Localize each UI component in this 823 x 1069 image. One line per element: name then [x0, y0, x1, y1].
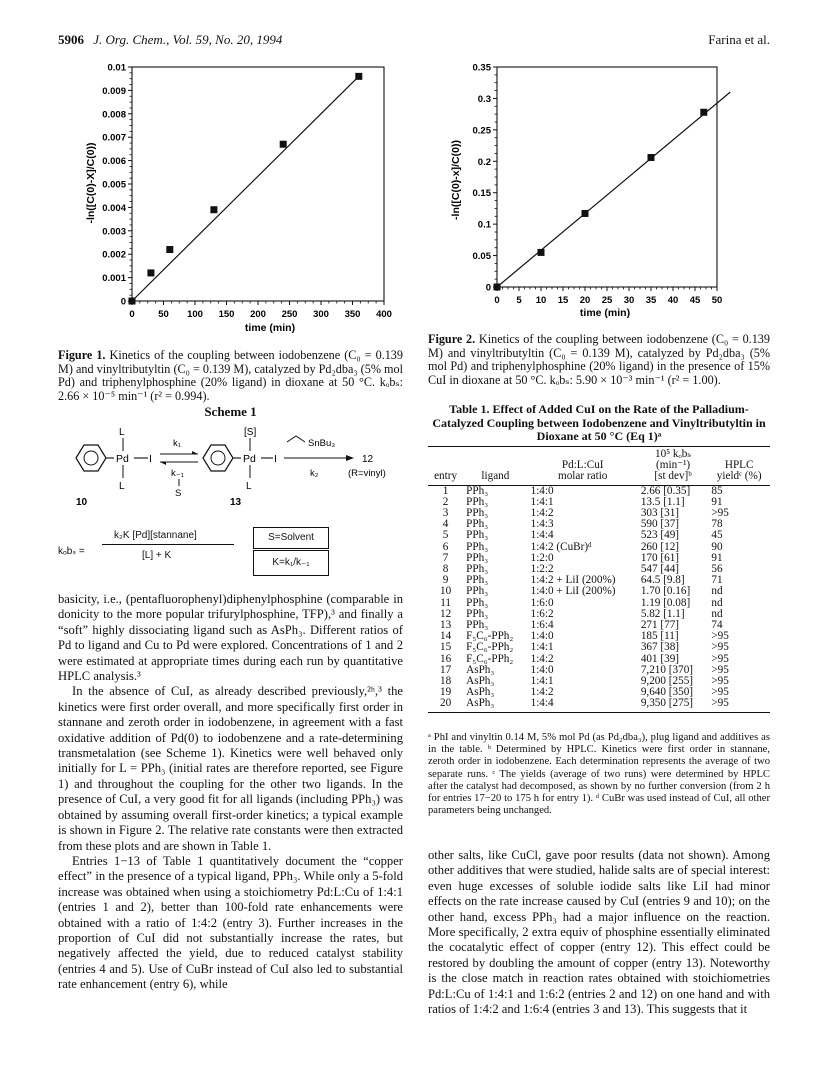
body-paragraph: In the absence of CuI, as already described previously,²ʰ,³ the kinetics were first order overall, and more specifically first order in stannane and zeroth order in iodobenzene, in agreement with a fast oxidative addition of Pd(0) to iodobenzene and a rate-determining transmetalation (see Scheme 1). Kinetics were well behaved only initially for L = PPh₃ (initial rates are therefore reported, see Figure 1) and throughout the coupling for the other two ligands. In the presence of CuI, a very good fit for all ligands (including PPh₃) was obtained by assuming overall first-order kinetics; a typical example is shown in Figure 2. The relative rate constants were then extracted from these plots and are shown in Table 1. — [58, 684, 403, 853]
table-cell: >95 — [711, 652, 729, 665]
product-note: (R=vinyl) — [348, 468, 386, 479]
kobs-expression — [58, 530, 258, 580]
fig2-fit-line — [497, 92, 730, 287]
fig1-xtick-label: 300 — [313, 309, 329, 320]
fig2-ytick-label: 0.25 — [472, 125, 491, 137]
fraction-bar — [102, 544, 234, 545]
k-minus-1-label: k₋₁ — [171, 468, 184, 479]
table-cell: >95 — [711, 663, 729, 676]
table-cell: PPh₃ — [466, 507, 489, 520]
table-cell: 78 — [711, 518, 723, 531]
figure-1-chart — [78, 55, 408, 340]
table-cell: 1:4:0 — [530, 663, 554, 676]
benzene-ring-icon — [203, 445, 233, 471]
table-cell: PPh₃ — [466, 484, 489, 497]
fig1-plot-frame — [132, 67, 384, 301]
running-authors: Farina et al. — [708, 32, 770, 47]
table-row — [428, 698, 770, 712]
fig2-xtick-label: 10 — [535, 295, 547, 306]
table-cell: 1:6:2 — [530, 607, 554, 620]
figure-2-axes — [497, 67, 717, 287]
table-cell: 5.82 [1.1] — [640, 607, 685, 620]
table-cell: 3 — [442, 507, 449, 520]
table-cell: PPh₃ — [466, 619, 489, 632]
kobs-denominator: [L] + K — [142, 550, 172, 561]
table-cell: >95 — [711, 641, 729, 654]
fig2-data-point — [538, 249, 545, 256]
table-cell: PPh₃ — [466, 585, 489, 598]
table-cell: 9 — [442, 574, 449, 587]
table-cell: F₅C₆-PPh₂ — [466, 630, 514, 643]
table-cell: >95 — [711, 675, 729, 688]
table-cell: nd — [711, 596, 723, 609]
figure-2-ticks — [473, 63, 723, 307]
table-cell: PPh₃ — [466, 518, 489, 531]
figure-1-xlabel: time (min) — [244, 322, 296, 334]
table-cell: 1 — [442, 484, 449, 497]
table-cell: 18 — [439, 675, 452, 688]
fig1-ytick-label: 0 — [120, 296, 126, 308]
fig1-data-point — [129, 298, 136, 305]
table-cell: 17 — [439, 663, 452, 676]
table-cell: PPh₃ — [466, 551, 489, 564]
table-cell: 1:4:0 — [530, 484, 554, 497]
table-cell: 523 [49] — [640, 529, 680, 542]
fig1-data-point — [166, 246, 173, 253]
fig1-xtick-label: 100 — [187, 309, 203, 320]
table-cell: 1:6:0 — [530, 596, 554, 609]
fig2-xtick-label: 45 — [689, 295, 701, 306]
kobs-label: kₒbₛ = — [58, 546, 85, 557]
figure-2-caption-text: Kinetics of the coupling between iodobenzene (C₀ = 0.139 M) and vinyltributyltin (C₀ = 0.139 M), catalyzed by Pd₂dba₃ (5% mol Pd) and triphenylphosphine (20% ligand) in the presence of 15% CuI in dioxane at 50 °C. kₒbₛ: 5.90 × 10⁻³ min⁻¹ (r² = 1.00). — [428, 332, 770, 387]
fig1-ytick-label: 0.009 — [102, 85, 126, 97]
header-entry: entry — [428, 471, 463, 485]
table-cell: 303 [31] — [640, 507, 680, 520]
figure-1-caption — [58, 349, 403, 403]
table-cell: 1:4:3 — [530, 518, 554, 531]
header-kobs-1: 10⁵ kₒbₛ — [638, 447, 709, 461]
benzene-ring-icon — [76, 445, 106, 471]
fig1-data-point — [210, 206, 217, 213]
table-cell: 9,640 [350] — [640, 686, 694, 699]
compound-10-label: 10 — [76, 497, 88, 508]
table-cell: AsPh₃ — [466, 686, 495, 699]
body-right-column — [428, 848, 770, 1017]
fig1-xtick-label: 0 — [129, 309, 135, 320]
table-cell: 401 [39] — [640, 652, 680, 665]
header-ratio-1: Pd:L:CuI — [561, 459, 604, 472]
table-cell: 271 [77] — [640, 619, 680, 632]
k2-label: k₂ — [310, 468, 319, 479]
fig2-data-point — [582, 210, 589, 217]
fig2-plot-frame — [497, 67, 717, 287]
table-cell: 9,200 [255] — [640, 675, 694, 688]
figure-2-xlabel: time (min) — [579, 307, 631, 319]
table-cell: >95 — [711, 630, 729, 643]
fig1-xtick-label: 200 — [250, 309, 266, 320]
figure-2-caption — [428, 333, 770, 387]
table-cell: 9,350 [275] — [638, 698, 709, 712]
table-cell: 170 [61] — [640, 551, 680, 564]
fig1-xtick-label: 250 — [281, 309, 298, 320]
fig1-ytick-label: 0.003 — [102, 226, 126, 238]
table-1 — [428, 446, 770, 713]
product-label: 12 — [362, 454, 374, 465]
fig2-ytick-label: 0 — [485, 282, 491, 294]
table-cell: 1:2:2 — [530, 563, 554, 576]
table-row — [428, 530, 770, 541]
fig2-ytick-label: 0.05 — [472, 251, 491, 263]
table-cell: 1:4:4 — [528, 698, 638, 712]
table-title: Table 1. Effect of Added CuI on the Rate of the Palladium-Catalyzed Coupling between Iodobenzene and Vinyltributyltin in Dioxane at 50 °C (Eq 1)ᵃ — [432, 402, 766, 443]
table-cell: 4 — [442, 518, 449, 531]
pd-label-1: Pd — [116, 453, 129, 465]
fig2-xtick-label: 15 — [557, 295, 569, 306]
table-cell: 13 — [439, 619, 452, 632]
table-cell: 91 — [711, 551, 723, 564]
figure-1-caption-text: Kinetics of the coupling between iodobenzene (C₀ = 0.139 M) and vinyltributyltin (C₀ = 0.139 M), catalyzed by Pd₂dba₃ (5% mol Pd) and triphenylphosphine (20% ligand) in dioxane at 50 °C. kₒbₛ: 2.66 × 10⁻⁵ min⁻¹ (r² = 0.994). — [58, 348, 403, 403]
fig1-ytick-label: 0.005 — [102, 179, 126, 191]
table-cell: 1:4:1 — [530, 641, 554, 654]
fig1-data-point — [355, 73, 362, 80]
figure-1-ylabel: -ln([C(0)-X]/C(0)) — [85, 142, 97, 224]
body-paragraph: Entries 1−13 of Table 1 quantitatively document the “copper effect” in the presence of a typical ligand, PPh₃. While only a 5-fold increase was obtained when using a stoichiometry Pd:L:Cu of 1:4:1 (entries 1 and 2), better than 100-fold rate enhancements were obtained with a ratio of 1:4:2 (entry 3). Further increases in the proportion of CuI did not substantially increase the rates, but negatively affected the yield, due to reduced catalyst stability (entries 4 and 5). Use of CuBr instead of CuI also led to substantial rate enhancement (entry 6), while — [58, 853, 403, 992]
table-cell: PPh₃ — [466, 596, 489, 609]
header-ligand: ligand — [463, 471, 527, 485]
table-cell: 590 [37] — [640, 518, 680, 531]
fig1-data-point — [280, 141, 287, 148]
table-cell: 15 — [439, 641, 452, 654]
table-cell: 1:4:2 — [530, 507, 554, 520]
fig2-ytick-label: 0.1 — [477, 219, 491, 231]
snbu3-label: SnBu₃ — [308, 438, 336, 449]
table-cell: 1:4:0 — [530, 630, 554, 643]
fig2-data-point — [700, 109, 707, 116]
table-cell: 56 — [711, 563, 723, 576]
table-cell: 74 — [711, 619, 723, 632]
table-cell: >95 — [711, 507, 729, 520]
fig2-ytick-label: 0.2 — [477, 156, 491, 168]
fig2-xtick-label: 20 — [579, 295, 591, 306]
figure-2-marks — [494, 92, 731, 290]
solvent-bracket-label: [S] — [244, 427, 257, 438]
table-cell: PPh₃ — [466, 529, 489, 542]
figure-1-marks — [129, 73, 363, 305]
fig1-xtick-label: 350 — [344, 309, 361, 320]
fig1-ytick-label: 0.008 — [102, 109, 126, 121]
table-cell: 45 — [711, 529, 723, 542]
table-cell: 16 — [439, 652, 452, 665]
header-kobs-3: [st dev]ᵇ — [638, 471, 709, 485]
fig2-xtick-label: 50 — [711, 295, 723, 306]
table-row — [428, 642, 770, 653]
table-cell: >95 — [708, 698, 770, 712]
table-cell: PPh₃ — [466, 495, 489, 508]
fig1-xtick-label: 150 — [218, 309, 235, 320]
table-cell: 1:4:2 — [530, 686, 554, 699]
table-cell: 10 — [439, 585, 452, 598]
fig2-xtick-label: 35 — [645, 295, 657, 306]
table-cell: 2 — [442, 495, 449, 508]
solvent-S-label: S — [175, 488, 182, 499]
fig1-ytick-label: 0.002 — [102, 249, 126, 261]
table-cell: AsPh₃ — [466, 675, 495, 688]
fig1-xtick-label: 400 — [376, 309, 392, 320]
figure-1-caption-label: Figure 1. — [58, 348, 106, 362]
body-paragraph: other salts, like CuCl, gave poor results (data not shown). Among other additives that were studied, halide salts are of special interest: even huge excesses of soluble iodide salts like LiI had minor effects on the rate increase caused by CuI (entries 9 and 10); on the other hand, excess PPh₃ had a major influence on the reaction. More specifically, 2 extra equiv of phosphine essentially eliminated the cocatalytic effect of copper (entry 12). This effect could be restored by doubling the amount of copper (entry 13). Noteworthy is the close match in reaction rates obtained with stoichiometries Pd:L:Cu of 1:4:1 and 1:6:2 (entries 2 and 12) on one hand and with ratios of 1:4:2 and 1:6:4 (entries 3 and 13). This suggests that it — [428, 848, 770, 1017]
fig1-ytick-label: 0.004 — [102, 202, 126, 214]
table-cell: 1:4:1 — [530, 495, 554, 508]
fig2-xtick-label: 0 — [494, 295, 500, 306]
fig2-data-point — [648, 154, 655, 161]
table-cell: 1:4:4 — [530, 529, 554, 542]
fig2-xtick-label: 25 — [601, 295, 613, 306]
table-cell: 14 — [439, 630, 452, 643]
table-cell: 85 — [711, 484, 723, 497]
table-cell: 71 — [711, 574, 723, 587]
fig2-ytick-label: 0.35 — [472, 62, 491, 74]
table-cell: nd — [711, 585, 723, 598]
figure-1-ticks — [102, 63, 392, 321]
table-cell: 367 [38] — [640, 641, 680, 654]
table-cell: 185 [11] — [640, 630, 679, 643]
ligand-bottom-2: L — [246, 481, 252, 492]
table-cell: 5 — [442, 529, 449, 542]
fig1-ytick-label: 0.006 — [102, 156, 126, 168]
figure-1-axes — [132, 67, 384, 301]
pd-label-2: Pd — [243, 453, 256, 465]
header-kobs-2: (min⁻¹) — [656, 459, 691, 472]
fig2-ytick-label: 0.15 — [472, 188, 491, 200]
fig2-data-point — [494, 284, 501, 291]
figure-2-caption-label: Figure 2. — [428, 332, 476, 346]
table-row — [428, 586, 770, 597]
k1-label: k₁ — [173, 438, 181, 449]
table-cell: 19 — [439, 686, 452, 699]
header-hplc-2: yieldᶜ (%) — [708, 471, 770, 485]
header-ratio-2: molar ratio — [528, 471, 638, 485]
table-cell: AsPh₃ — [466, 663, 495, 676]
table-cell: 1:4:1 — [530, 675, 554, 688]
table-cell: 6 — [442, 540, 449, 553]
fig1-ytick-label: 0.007 — [102, 132, 126, 144]
table-cell: nd — [711, 607, 723, 620]
ligand-top-1: L — [119, 427, 125, 438]
fig1-xtick-label: 50 — [158, 309, 169, 320]
table-cell: 7 — [442, 551, 449, 564]
figure-2-chart — [445, 55, 770, 325]
compound-13-label: 13 — [230, 497, 242, 508]
fig2-ytick-label: 0.3 — [477, 93, 491, 105]
fig2-xtick-label: 30 — [623, 295, 635, 306]
table-cell: 1:4:0 + LiI (200%) — [530, 585, 616, 598]
table-cell: 260 [12] — [640, 540, 680, 553]
kobs-numerator: k₂K [Pd][stannane] — [114, 530, 197, 541]
table-cell: 2.66 [0.35] — [640, 484, 691, 497]
table-cell: 1:6:4 — [530, 619, 554, 632]
table-cell: 90 — [711, 540, 723, 553]
fig1-ytick-label: 0.001 — [102, 273, 126, 285]
table-cell: PPh₃ — [466, 607, 489, 620]
body-left-column — [58, 592, 403, 993]
table-footnote: ᵃ PhI and vinyltin 0.14 M, 5% mol Pd (as Pd₂dba₃), plug ligand and additives as in the table. ᵇ Determined by HPLC. Kinetics were first order in stannane, zeroth order in iodobenzene. Each determination represents the average of two separate runs. ᶜ The yields (average of two runs) were determined by HPLC after the catalyst had decomposed, as shown by no further conversion (from 2 h for entries 17−20 to 175 h for entry 1). ᵈ CuBr was used instead of CuI, all other parameters being unchanged. — [428, 732, 770, 817]
table-cell: 1:4:2 — [530, 652, 554, 665]
table-cell: >95 — [711, 686, 729, 699]
table-cell: 13.5 [1.1] — [640, 495, 685, 508]
table-cell: 12 — [439, 607, 452, 620]
scheme-1-drawing — [58, 420, 403, 510]
svg-text:I: I — [274, 453, 277, 465]
fig2-xtick-label: 40 — [667, 295, 679, 306]
table-cell: 11 — [440, 596, 451, 609]
table-cell: 8 — [442, 563, 449, 576]
page-number: 5906 — [58, 32, 84, 47]
table-cell: PPh₃ — [466, 563, 489, 576]
figure-2-ylabel: -ln([C(0)-x]/C(0)) — [450, 140, 462, 220]
table-cell: PPh₃ — [466, 540, 489, 553]
scheme-title: Scheme 1 — [204, 404, 257, 419]
fig1-data-point — [147, 269, 154, 276]
fig1-ytick-label: 0.01 — [107, 62, 126, 74]
solvent-definition-box: S=Solvent — [253, 527, 329, 549]
running-head — [58, 32, 770, 50]
equilibrium-constant-box: K=k₁/k₋₁ — [253, 550, 329, 576]
table-cell: 91 — [711, 495, 723, 508]
table-cell: PPh₃ — [466, 574, 489, 587]
table-cell: 7,210 [370] — [640, 663, 694, 676]
table-cell: 1.19 [0.08] — [640, 596, 691, 609]
header-hplc-1: HPLC — [724, 459, 754, 472]
fig1-fit-line — [132, 76, 359, 301]
table-cell: F₅C₆-PPh₂ — [466, 652, 514, 665]
table-cell: 1:2:0 — [530, 551, 554, 564]
table-cell: F₅C₆-PPh₂ — [466, 641, 514, 654]
fig2-xtick-label: 5 — [516, 295, 522, 306]
ligand-bottom-1: L — [119, 481, 125, 492]
table-cell: 1:4:2 (CuBr)ᵈ — [530, 540, 592, 553]
table-cell: 64.5 [9.8] — [640, 574, 685, 587]
table-cell: 547 [44] — [640, 563, 680, 576]
journal-citation: J. Org. Chem., Vol. 59, No. 20, 1994 — [93, 32, 283, 47]
body-paragraph: basicity, i.e., (pentafluorophenyl)diphenylphosphine (comparable in donicity to the more popular trifurylphosphine, TFP),³ and finally a “soft” highly dissociating ligand such as AsPh₃. Different ratios of Pd to ligand and Cu to Pd were explored. Concentrations of 1 and 2 were estimated at appropriate times during each run by quantitative HPLC analysis.³ — [58, 592, 403, 684]
table-cell: 20 — [428, 698, 463, 712]
table-cell: 1:4:2 + LiI (200%) — [530, 574, 616, 587]
table-cell: 1.70 [0.16] — [640, 585, 691, 598]
table-cell: AsPh₃ — [463, 698, 527, 712]
svg-text:I: I — [149, 453, 152, 465]
